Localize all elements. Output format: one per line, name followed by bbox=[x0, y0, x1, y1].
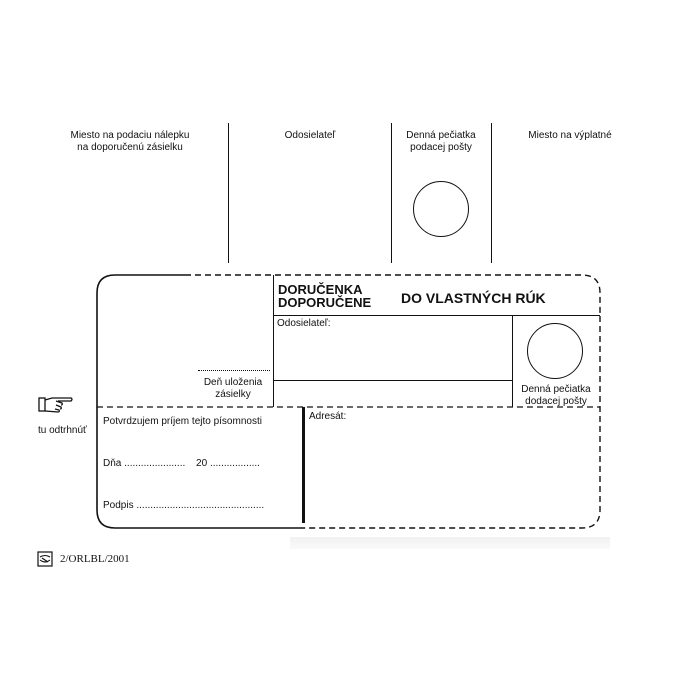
date-label: Dňa bbox=[103, 458, 122, 469]
confirm-text: Potvrdzujem príjem tejto písomnosti bbox=[103, 416, 262, 427]
deposit-dots bbox=[198, 370, 270, 371]
card-divider-left bbox=[273, 275, 274, 407]
post-logo-icon bbox=[37, 551, 53, 567]
signature-row bbox=[103, 500, 264, 512]
title-dorucenka: DORUČENKA bbox=[278, 282, 363, 297]
delivery-stamp-label bbox=[512, 384, 600, 408]
tear-here-label: tu odtrhnúť bbox=[38, 425, 87, 436]
signature-label: Podpis bbox=[103, 500, 134, 511]
title-doporucene: DOPORUČENE bbox=[278, 295, 372, 310]
signature-dots: .............................................. bbox=[136, 500, 265, 511]
year-dots: .................. bbox=[209, 458, 260, 469]
sender-label: Odosielateľ: bbox=[277, 318, 331, 329]
form-code: 2/ORLBL/2001 bbox=[60, 553, 130, 565]
deposit-date-label bbox=[196, 377, 270, 401]
card-shadow bbox=[290, 537, 610, 549]
deposit-line2: zásielky bbox=[215, 389, 251, 400]
card-divider-address bbox=[302, 407, 305, 523]
label-sticker-line1: Miesto na podaciu nálepku bbox=[70, 130, 190, 141]
card-divider-sender bbox=[273, 380, 512, 381]
date-dots: ...................... bbox=[124, 458, 186, 469]
delivery-stamp-line1: Denná pečiatka bbox=[521, 384, 591, 395]
label-postage-place: Miesto na výplatné bbox=[528, 130, 612, 141]
title-own-hands: DO VLASTNÝCH RÚK bbox=[401, 290, 546, 306]
delivery-stamp-line2: dodacej pošty bbox=[525, 396, 587, 407]
label-sticker-line2: na doporučenú zásielku bbox=[77, 142, 183, 153]
deposit-line1: Deň uloženia bbox=[203, 377, 263, 388]
label-stamp-line2: podacej pošty bbox=[410, 142, 472, 153]
card-divider-title bbox=[273, 315, 600, 316]
label-sender-header: Odosielateľ bbox=[284, 130, 336, 141]
addressee-label: Adresát: bbox=[309, 411, 347, 422]
label-stamp-line1: Denná pečiatka bbox=[406, 130, 476, 141]
year-label: 20 bbox=[196, 458, 208, 469]
date-row bbox=[103, 458, 260, 470]
stamp-circle-card bbox=[527, 323, 583, 379]
